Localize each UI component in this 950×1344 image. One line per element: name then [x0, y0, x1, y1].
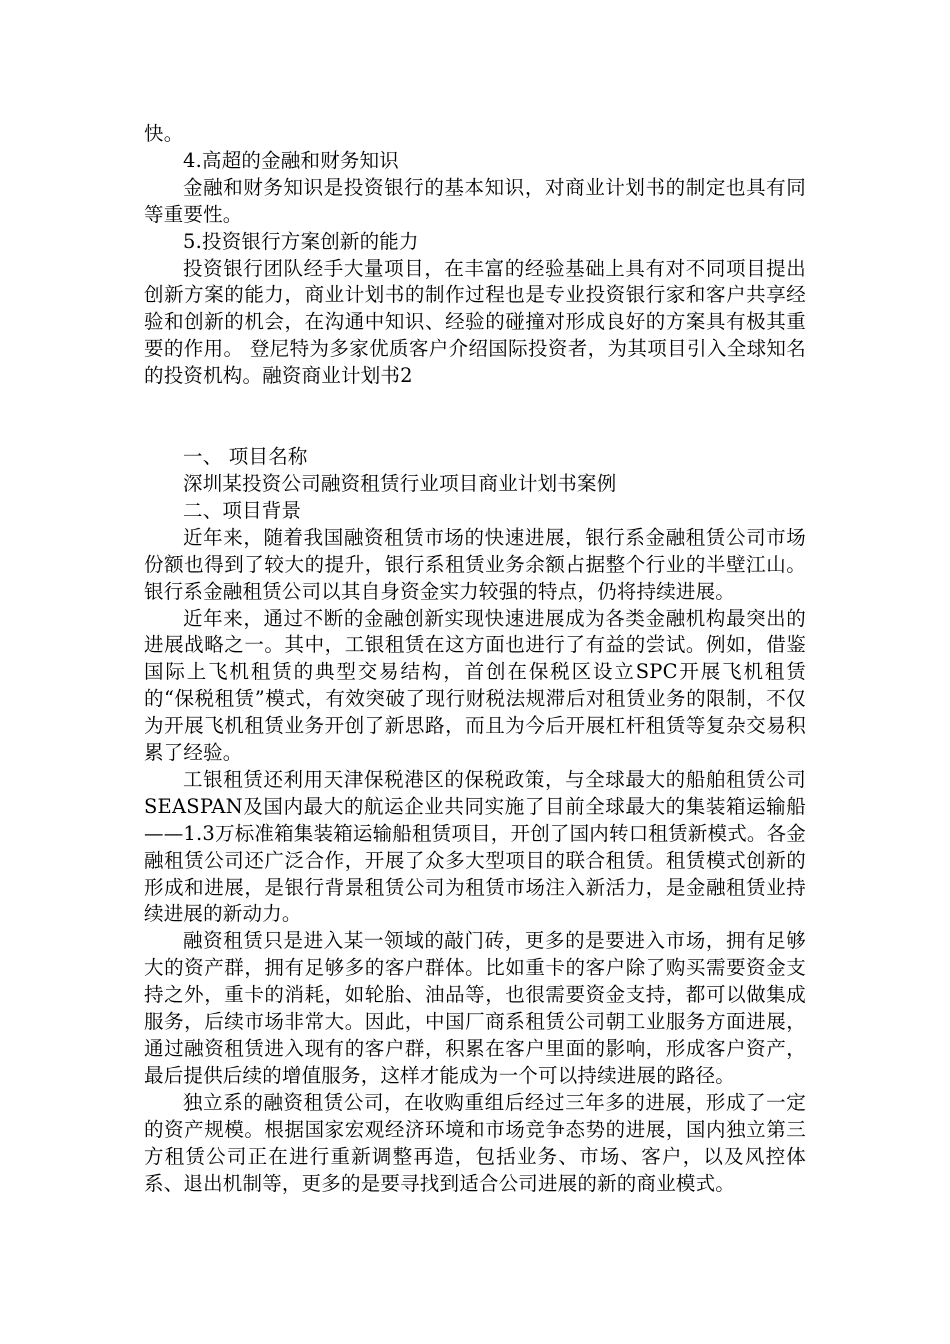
section-heading-finance-knowledge: 4.高超的金融和财务知识 [183, 148, 400, 172]
document-page [144, 121, 806, 1197]
paragraph: 独立系的融资租赁公司，在收购重组后经过三年多的进展，形成了一定的资产规模。根据国家宏观经济环境和市场竞争态势的进展，国内独立第三方租赁公司正在进行重新调整再造，包括业务、市场、客户，以及风控体系、退出机制等，更多的是要寻找到适合公司进展的新的商业模式。 [144, 1090, 806, 1195]
section-heading-project-name: 一、 项目名称 [183, 445, 308, 469]
project-title: 深圳某投资公司融资租赁行业项目商业计划书案例 [183, 471, 617, 495]
paragraph: 投资银行团队经手大量项目，在丰富的经验基础上具有对不同项目提出创新方案的能力，商业计划书的制作过程也是专业投资银行家和客户共享经验和创新的机会，在沟通中知识、经验的碰撞对形成良好的方案具有极其重要的作用。 登尼特为多家优质客户介绍国际投资者，为其项目引入全球知名的投资机构。融资商业计划书2 [144, 256, 806, 388]
paragraph: 融资租赁只是进入某一领域的敲门砖，更多的是要进入市场，拥有足够大的资产群，拥有足够多的客户群体。比如重卡的客户除了购买需要资金支持之外，重卡的消耗，如轮胎、油品等，也很需要资金支持，都可以做集成服务，后续市场非常大。因此，中国厂商系租赁公司朝工业服务方面进展，通过融资租赁进入现有的客户群，积累在客户里面的影响，形成客户资产，最后提供后续的增值服务，这样才能成为一个可以持续进展的路径。 [144, 929, 806, 1087]
blank-space [144, 390, 806, 444]
paragraph: 近年来，通过不断的金融创新实现快速进展成为各类金融机构最突出的进展战略之一。其中，工银租赁在这方面也进行了有益的尝试。例如，借鉴国际上飞机租赁的典型交易结构，首创在保税区设立SPC开展飞机租赁的“保税租赁”模式，有效突破了现行财税法规滞后对租赁业务的限制，不仅为开展飞机租赁业务开创了新思路，而且为今后开展杠杆租赁等复杂交易积累了经验。 [144, 606, 806, 765]
paragraph: 近年来，随着我国融资租赁市场的快速进展，银行系金融租赁公司市场份额也得到了较大的提升，银行系租赁业务余额占据整个行业的半壁江山。银行系金融租赁公司以其自身资金实力较强的特点，仍将持续进展。 [144, 525, 806, 603]
section-heading-innovation: 5.投资银行方案创新的能力 [183, 229, 419, 253]
paragraph: 金融和财务知识是投资银行的基本知识，对商业计划书的制定也具有同等重要性。 [144, 175, 806, 226]
paragraph: 快。 [144, 122, 184, 145]
section-heading-project-background: 二、项目背景 [183, 498, 302, 522]
paragraph: 工银租赁还利用天津保税港区的保税政策，与全球最大的船舶租赁公司SEASPAN及国内最大的航运企业共同实施了目前全球最大的集装箱运输船——1.3万标准箱集装箱运输船租赁项目，开创了国内转口租赁新模式。各金融租赁公司还广泛合作，开展了众多大型项目的联合租赁。租赁模式创新的形成和进展，是银行背景租赁公司为租赁市场注入新活力，是金融租赁业持续进展的新动力。 [144, 767, 807, 926]
